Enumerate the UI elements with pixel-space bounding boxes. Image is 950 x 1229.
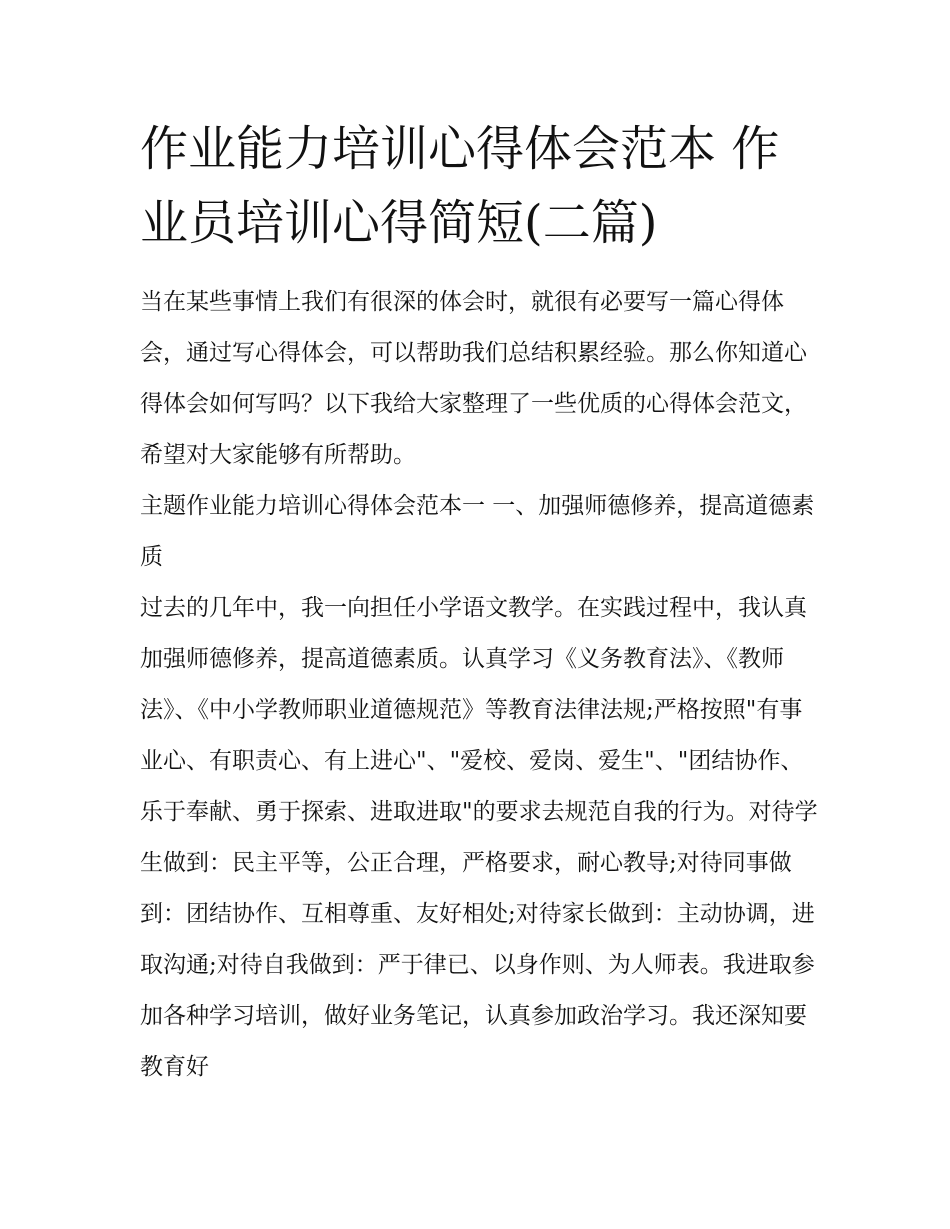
paragraph-body: 过去的几年中，我一向担任小学语文教学。在实践过程中，我认真加强师德修养，提高道德素质。认真学习《义务教育法》、《教师法》、《中小学教师职业道德规范》等教育法律法规;严格按照"有事业心、有职责心、有上进心"、"爱校、爱岗、爱生"、"团结协作、乐于奉献、勇于探索、进取进取"的要求去规范自我的行为。对待学生做到：民主平等，公正合理，严格要求，耐心教导;对待同事做到：团结协作、互相尊重、友好相处;对待家长做到：主动协调，进取沟通;对待自我做到：严于律已、以身作则、为人师表。我进取参加各种学习培训，做好业务笔记，认真参加政治学习。我还深知要教育好 — [140, 595, 818, 1080]
document-body — [140, 277, 820, 1093]
document-title: 作业能力培训心得体会范本 作业员培训心得简短(二篇) — [140, 121, 780, 251]
paragraph-section-heading: 主题作业能力培训心得体会范本一 一、加强师德修养，提高道德素质 — [140, 493, 815, 570]
paragraph-intro: 当在某些事情上我们有很深的体会时，就很有必要写一篇心得体会，通过写心得体会，可以帮助我们总结积累经验。那么你知道心得体会如何写吗？以下我给大家整理了一些优质的心得体会范文，希望对大家能够有所帮助。 — [140, 289, 807, 468]
